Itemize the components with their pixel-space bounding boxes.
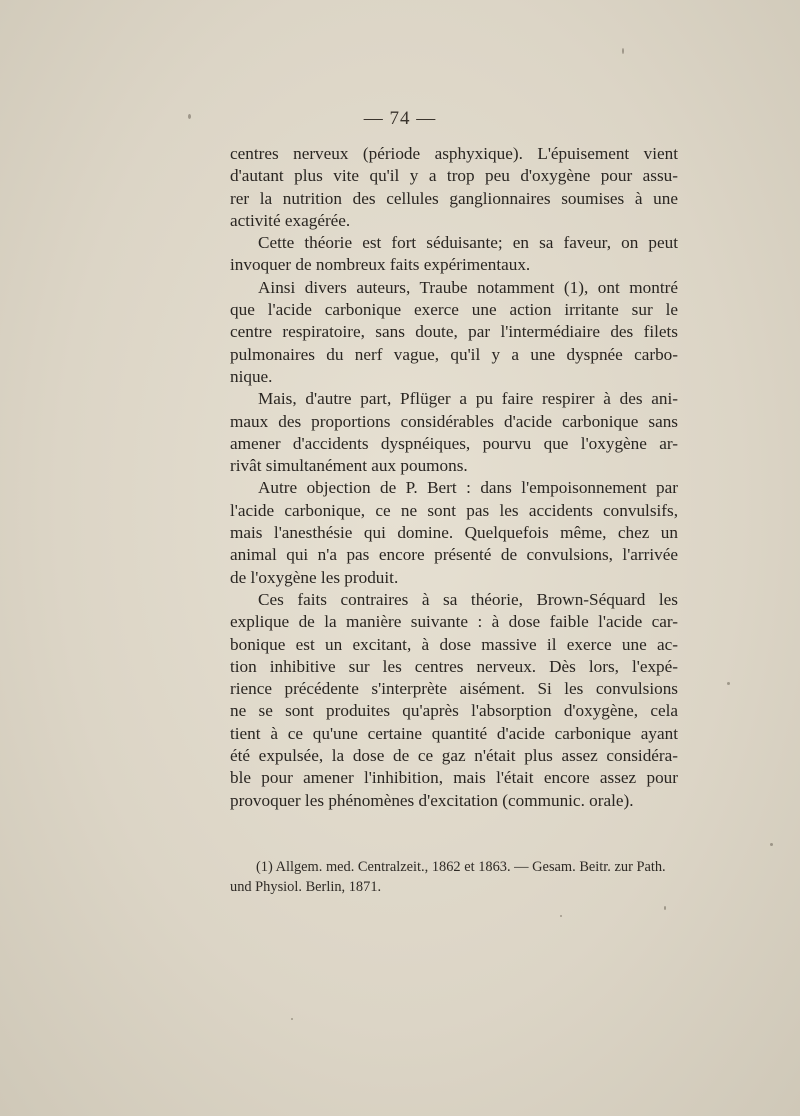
text-line: tient à ce qu'une certaine quantité d'acide carbonique ayant bbox=[230, 723, 678, 743]
text-line: invoquer de nombreux faits expérimentaux. bbox=[230, 255, 531, 275]
body-text bbox=[230, 143, 678, 812]
page-number: — 74 — bbox=[363, 108, 437, 129]
text-line: Ces faits contraires à sa théorie, Brown-Séquard les bbox=[258, 589, 678, 609]
text-line: rivât simultanément aux poumons. bbox=[230, 456, 468, 476]
text-line: bonique est un excitant, à dose massive il exerce une ac- bbox=[230, 634, 678, 654]
text-line: rer la nutrition des cellules ganglionnaires soumises à une bbox=[230, 188, 678, 208]
text-line: que l'acide carbonique exerce une action irritante sur le bbox=[230, 300, 678, 320]
paper-speck bbox=[560, 915, 562, 917]
paragraph bbox=[230, 277, 678, 388]
text-line: centres nerveux (période asphyxique). L'épuisement vient bbox=[230, 144, 678, 163]
paper-speck bbox=[291, 1018, 293, 1020]
paragraph bbox=[230, 143, 678, 232]
text-line: activité exagérée. bbox=[230, 210, 351, 230]
text-line: été expulsée, la dose de ce gaz n'était plus assez considéra- bbox=[230, 746, 678, 766]
text-line: Ainsi divers auteurs, Traube notamment (1), ont montré bbox=[258, 277, 678, 297]
text-line: amener d'accidents dyspnéiques, pourvu que l'oxygène ar- bbox=[230, 433, 678, 453]
paper-speck bbox=[664, 906, 666, 910]
text-line: ble pour amener l'inhibition, mais l'était encore assez pour bbox=[230, 768, 678, 788]
text-line: l'acide carbonique, ce ne sont pas les accidents convulsifs, bbox=[230, 500, 678, 520]
text-line: animal qui n'a pas encore présenté de convulsions, l'arrivée bbox=[230, 545, 678, 565]
paragraph bbox=[230, 589, 678, 812]
text-line: nique. bbox=[230, 366, 273, 386]
paragraph bbox=[230, 388, 678, 477]
text-line: explique de la manière suivante : à dose faible l'acide car- bbox=[230, 612, 678, 632]
text-line: Autre objection de P. Bert : dans l'empoisonnement par bbox=[258, 478, 678, 498]
footnote bbox=[230, 857, 678, 897]
paragraph bbox=[230, 232, 678, 277]
text-line: provoquer les phénomènes d'excitation (communic. orale). bbox=[230, 790, 634, 810]
paper-speck bbox=[622, 48, 624, 54]
footnote-line: (1) Allgem. med. Centralzeit., 1862 et 1863. — Gesam. Beitr. zur Path. bbox=[256, 859, 666, 875]
text-line: rience précédente s'interprète aisément. Si les convulsions bbox=[230, 679, 678, 699]
paragraph bbox=[230, 477, 678, 588]
text-line: centre respiratoire, sans doute, par l'intermédiaire des filets bbox=[230, 322, 678, 342]
text-line: ne se sont produites qu'après l'absorption d'oxygène, cela bbox=[230, 701, 678, 721]
text-line: d'autant plus vite qu'il y a trop peu d'oxygène pour assu- bbox=[230, 166, 678, 186]
footnote-line: und Physiol. Berlin, 1871. bbox=[230, 879, 382, 895]
text-line: maux des proportions considérables d'acide carbonique sans bbox=[230, 411, 678, 431]
text-line: pulmonaires du nerf vague, qu'il y a une dyspnée carbo- bbox=[230, 344, 678, 364]
paper-speck bbox=[727, 682, 730, 685]
text-line: Mais, d'autre part, Pflüger a pu faire respirer à des ani- bbox=[258, 389, 678, 409]
paper-speck bbox=[770, 843, 773, 846]
text-line: mais l'anesthésie qui domine. Quelquefois même, chez un bbox=[230, 523, 678, 543]
text-line: de l'oxygène les produit. bbox=[230, 567, 399, 587]
text-line: Cette théorie est fort séduisante; en sa faveur, on peut bbox=[258, 233, 678, 253]
text-line: tion inhibitive sur les centres nerveux. Dès lors, l'expé- bbox=[230, 656, 678, 676]
